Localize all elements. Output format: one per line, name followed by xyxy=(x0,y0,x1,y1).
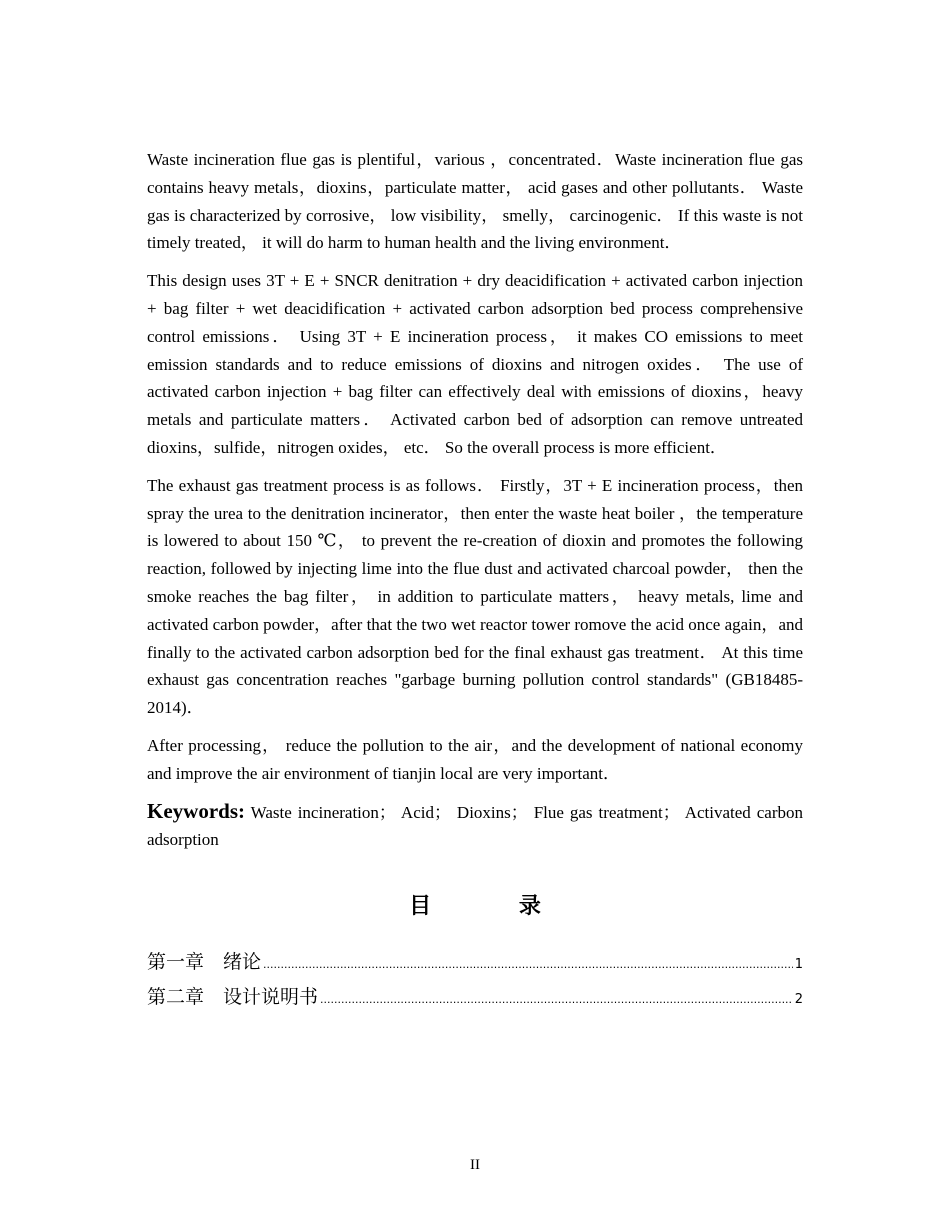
abstract-paragraph-2: This design uses 3T + E + SNCR denitration + dry deacidification + activated carbon injection + bag filter + wet deacidification + activated carbon adsorption bed process comprehensive control emissions． Using 3T + E incineration process， it makes CO emissions to meet emission standards and to reduce emissions of dioxins and nitrogen oxides． The use of activated carbon injection + bag filter can effectively deal with emissions of dioxins，heavy metals and particulate matters． Activated carbon bed of adsorption can remove untreated dioxins，sulfide，nitrogen oxides， etc． So the overall process is more efficient． xyxy=(147,271,803,457)
toc-entry-page: 1 xyxy=(794,957,803,973)
abstract-paragraph-3: The exhaust gas treatment process is as follows． Firstly，3T + E incineration process，then spray the urea to the denitration incinerator，then enter the waste heat boiler ，the temperature is lowered to about 150 ℃， to prevent the re-creation of dioxin and promotes the following reaction, followed by injecting lime into the flue dust and activated charcoal powder， then the smoke reaches the bag filter， in addition to particulate matters， heavy metals, lime and activated carbon powder，after that the two wet reactor tower romove the acid once again，and finally to the activated carbon adsorption bed for the final exhaust gas treatment． At this time exhaust gas concentration reaches "garbage burning pollution control standards" (GB18485-2014)． xyxy=(147,475,803,718)
toc-entry-label: 第一章 绪论 xyxy=(147,951,262,974)
toc-leader-dots xyxy=(320,984,793,1016)
toc-title: 目 录 xyxy=(409,894,581,920)
toc-entry-page: 2 xyxy=(794,992,803,1008)
toc-leader-dots xyxy=(263,949,793,981)
keywords-label: Keywords: xyxy=(147,798,245,823)
toc-entry[interactable] xyxy=(147,981,803,1016)
toc-entry-label: 第二章 设计说明书 xyxy=(147,986,319,1009)
abstract-paragraph-1: Waste incineration flue gas is plentiful，various ，concentrated．Waste incineration flue gas contains heavy metals，dioxins，particulate matter， acid gases and other pollutants． Waste gas is characterized by corrosive， low visibility， smelly， carcinogenic． If this waste is not timely treated， it will do harm to human health and the living environment． xyxy=(147,150,803,253)
page-number: II xyxy=(470,1157,480,1173)
keywords-text: Waste incineration； Acid； Dioxins； Flue gas treatment； Activated carbon adsorption xyxy=(147,802,803,850)
document-body xyxy=(147,146,803,1016)
abstract-paragraph-4: After processing， reduce the pollution to the air，and the development of national economy and improve the air environment of tianjin local are very important． xyxy=(147,735,803,783)
keywords-line xyxy=(147,798,803,855)
toc-entry[interactable] xyxy=(147,946,803,981)
